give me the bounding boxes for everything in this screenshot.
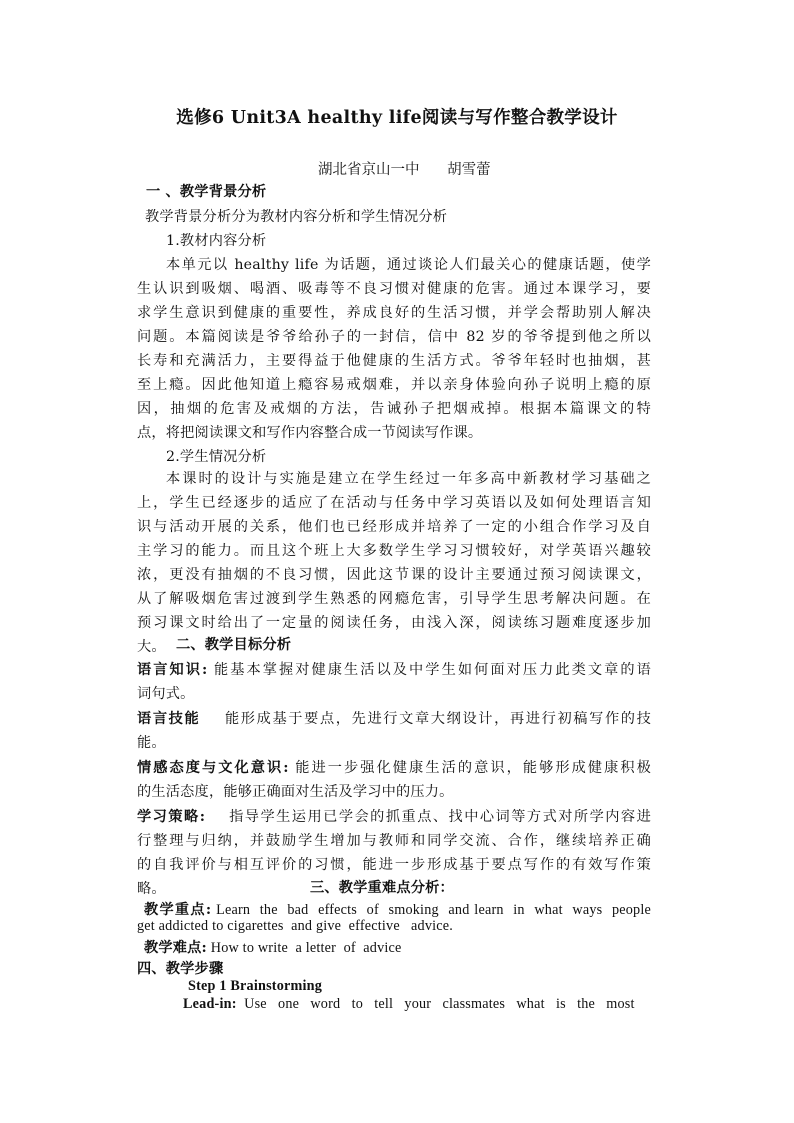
paragraph-line: 生认识到吸烟、喝酒、吸毒等不良习惯对健康的危害。通过本课学习，要 bbox=[137, 281, 651, 297]
author-line: 湖北省京山一中 胡雪蕾 bbox=[318, 162, 491, 178]
attitude-line bbox=[137, 757, 651, 777]
paragraph-line: 求学生意识到健康的重要性，养成良好的生活习惯，并学会帮助别人解决 bbox=[137, 305, 651, 321]
section3-heading: 三、教学重难点分析： bbox=[310, 880, 454, 896]
paragraph-line: 大。 bbox=[137, 639, 166, 655]
lang-skill-line bbox=[137, 708, 651, 728]
paragraph-line: 本单元以 healthy life 为话题，通过谈论人们最关心的健康话题，使学 bbox=[166, 257, 651, 273]
attitude-text: 能进一步强化健康生活的意识，能够形成健康积极 bbox=[288, 760, 651, 776]
document-title: 选修6 Unit3A healthy life阅读与写作整合教学设计 bbox=[176, 108, 618, 128]
paragraph-line: 预习课文时给出了一定量的阅读任务，由浅入深，阅读练习题难度逐步加 bbox=[137, 615, 651, 631]
lang-knowledge-label: 语言知识: bbox=[137, 662, 208, 678]
lang-skill-label: 语言技能 bbox=[137, 711, 201, 727]
key-point-label: 教学重点: bbox=[144, 902, 212, 918]
paragraph-line: 本课时的设计与实施是建立在学生经过一年多高中新教材学习基础之 bbox=[166, 471, 651, 487]
section4-heading: 四、教学步骤 bbox=[137, 961, 224, 977]
paragraph-line: 的生活态度，能够正确面对生活及学习中的压力。 bbox=[137, 784, 454, 800]
strategy-label: 学习策略: bbox=[137, 809, 206, 825]
section1-intro: 教学背景分析分为教材内容分析和学生情况分析 bbox=[145, 209, 448, 225]
lang-knowledge-text: 能基本掌握对健康生活以及中学生如何面对压力此类文章的语 bbox=[207, 662, 651, 678]
lang-knowledge-line bbox=[137, 659, 651, 679]
paragraph-line: 问题。本篇阅读是爷爷给孙子的一封信，信中 82 岁的爷爷提到他之所以 bbox=[137, 329, 651, 345]
paragraph-line: 主学习的能力。而且这个班上大多数学生学习习惯较好，对学英语兴趣较 bbox=[137, 543, 651, 559]
strategy-line bbox=[137, 806, 651, 826]
paragraph-line: 点，将把阅读课文和写作内容整合成一节阅读写作课。 bbox=[137, 425, 483, 441]
key-point-line bbox=[144, 899, 651, 919]
paragraph-line: 略。 bbox=[137, 881, 166, 897]
key-point-text: Learn the bad effects of smoking and learn in what ways people bbox=[211, 902, 651, 918]
paragraph-line: 长寿和充满活力，主要得益于他健康的生活方式。爷爷年轻时也抽烟，甚 bbox=[137, 353, 651, 369]
paragraph-line: 词句式。 bbox=[137, 686, 195, 702]
difficult-point-line bbox=[144, 937, 658, 957]
paragraph-line: 的自我评价与相互评价的习惯，能进一步形成基于要点写作的有效写作策 bbox=[137, 857, 651, 873]
leadin-line bbox=[183, 996, 651, 1013]
leadin-label: Lead-in: bbox=[183, 996, 237, 1012]
paragraph-line: 至上瘾。因此他知道上瘾容易戒烟难，并以亲身体验向孙子说明上瘾的原 bbox=[137, 377, 651, 393]
paragraph-line: 因，抽烟的危害及戒烟的方法，告诫孙子把烟戒掉。根据本篇课文的特 bbox=[137, 401, 651, 417]
strategy-text: 指导学生运用已学会的抓重点、找中心词等方式对所学内容进 bbox=[205, 809, 651, 825]
section2-heading: 二、教学目标分析 bbox=[176, 637, 292, 653]
lang-skill-text: 能形成基于要点，先进行文章大纲设计，再进行初稿写作的技 bbox=[200, 711, 651, 727]
sub1-heading: 1.教材内容分析 bbox=[166, 233, 267, 249]
key-point-line-2: get addicted to cigarettes and give effective advice. bbox=[137, 918, 454, 934]
step1-heading: Step 1 Brainstorming bbox=[188, 978, 323, 994]
difficult-point-text: How to write a letter of advice bbox=[207, 940, 402, 956]
attitude-label: 情感态度与文化意识: bbox=[137, 760, 289, 776]
paragraph-line: 从了解吸烟危害过渡到学生熟悉的网瘾危害，引导学生思考解决问题。在 bbox=[137, 591, 651, 607]
paragraph-line: 识与活动开展的关系，他们也已经形成并培养了一定的小组合作学习及自 bbox=[137, 519, 651, 535]
section1-heading: 一 、教学背景分析 bbox=[146, 184, 267, 200]
paragraph-line: 浓，更没有抽烟的不良习惯，因此这节课的设计主要通过预习阅读课文， bbox=[137, 567, 651, 583]
paragraph-line: 上，学生已经逐步的适应了在活动与任务中学习英语以及如何处理语言知 bbox=[137, 495, 651, 511]
sub2-heading: 2.学生情况分析 bbox=[166, 449, 267, 465]
leadin-text: Use one word to tell your classmates what is the most bbox=[236, 996, 635, 1012]
difficult-point-label: 教学难点: bbox=[144, 940, 207, 956]
paragraph-line: 能。 bbox=[137, 735, 166, 751]
paragraph-line: 行整理与归纳，并鼓励学生增加与教师和同学交流、合作，继续培养正确 bbox=[137, 833, 651, 849]
